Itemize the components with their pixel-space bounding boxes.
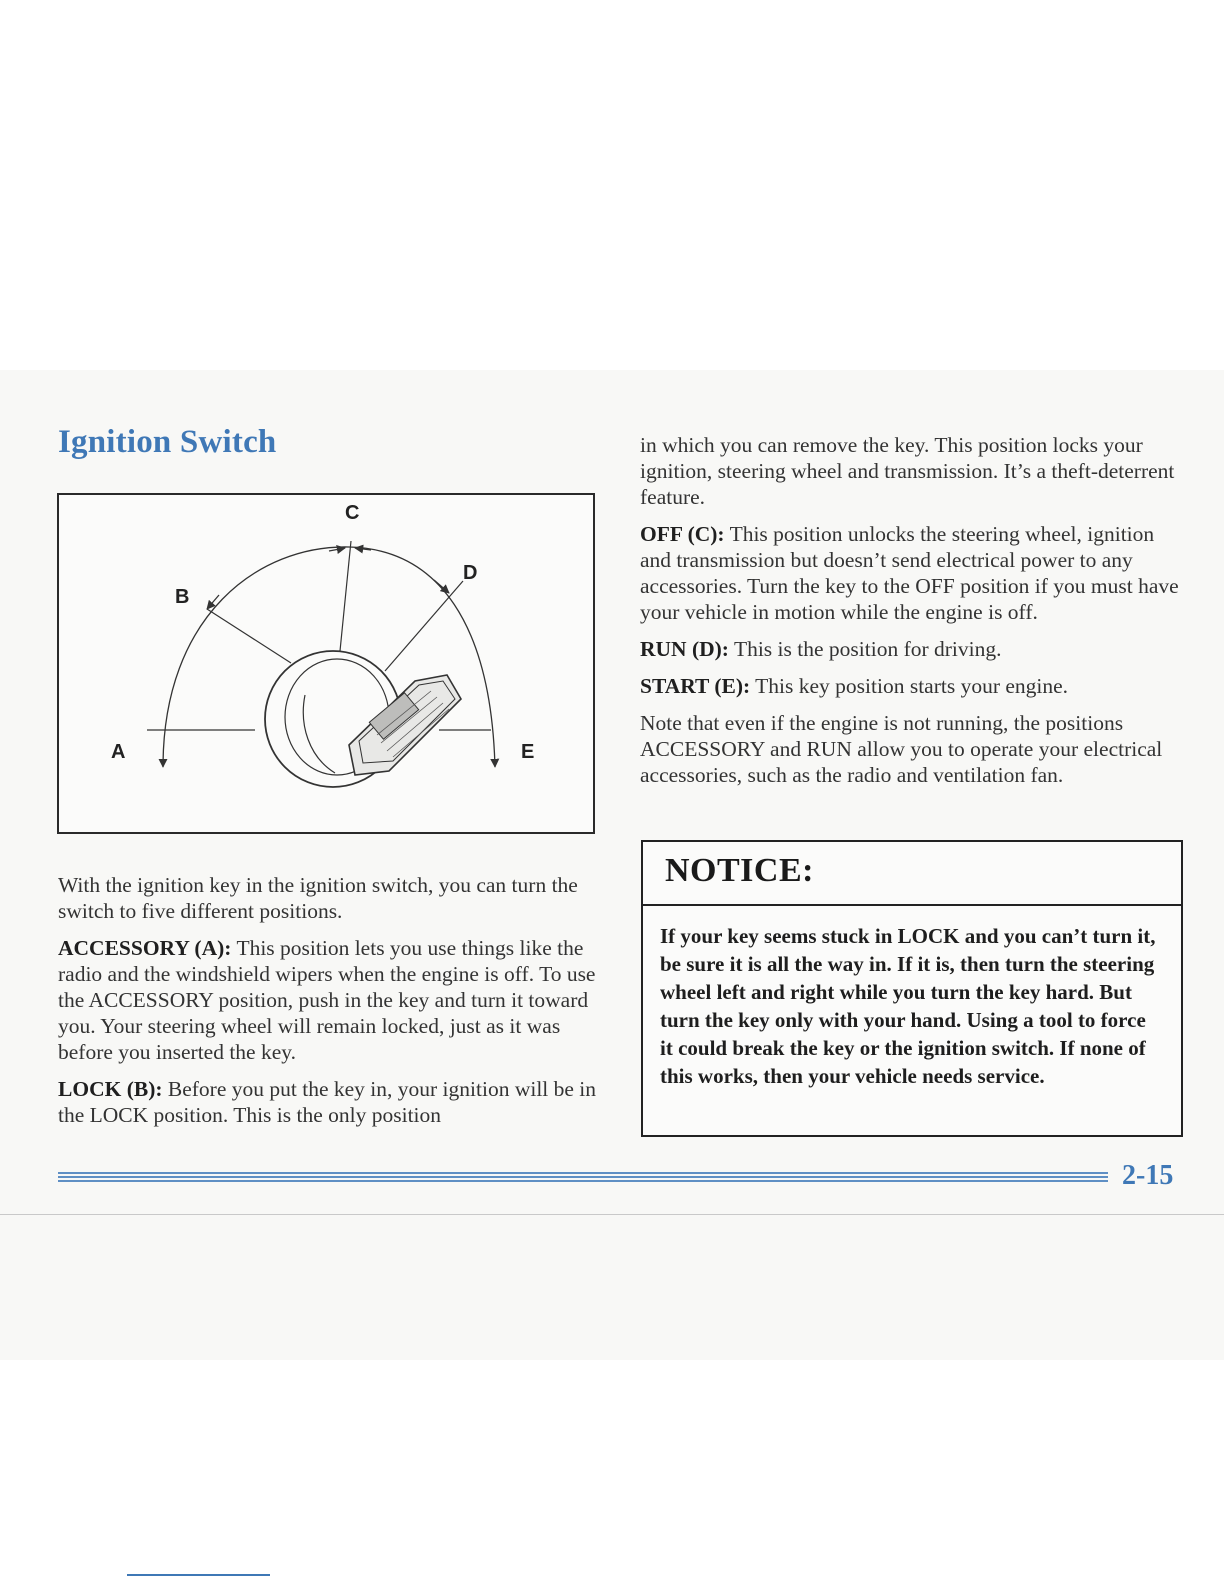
page-title: Ignition Switch [58, 424, 277, 460]
lock-label: LOCK (B): [58, 1077, 163, 1101]
start-paragraph [640, 673, 1180, 699]
accessory-text: This position lets you use things like the radio and the windshield wipers when the engine is off. To use the ACCESSORY position, push in the key and turn it toward you. Your steering wheel will remain locked, just as it was before you inserted the key. [58, 936, 596, 1064]
right-column [640, 432, 1180, 799]
label-a: A [111, 741, 126, 763]
run-paragraph [640, 636, 1180, 662]
intro-paragraph: With the ignition key in the ignition switch, you can turn the switch to five different positions. [58, 873, 578, 923]
lock-text: Before you put the key in, your ignition will be in the LOCK position. This is the only position [58, 1077, 597, 1127]
page-number: 2-15 [1122, 1160, 1174, 1191]
notice-heading: NOTICE: [643, 842, 1181, 906]
start-label: START (E): [640, 674, 751, 698]
label-b: B [175, 586, 190, 608]
page-divider [0, 1214, 1224, 1215]
accessory-label: ACCESSORY (A): [58, 936, 232, 960]
ignition-diagram [57, 493, 595, 834]
label-c: C [345, 502, 360, 524]
footer-rule [58, 1172, 1108, 1182]
run-text: This is the position for driving. [728, 637, 1002, 661]
off-label: OFF (C): [640, 522, 725, 546]
label-d: D [463, 562, 478, 584]
lock-paragraph [58, 1076, 598, 1128]
start-text: This key position starts your engine. [750, 674, 1069, 698]
label-e: E [521, 741, 535, 763]
lock-continued-paragraph: in which you can remove the key. This position locks your ignition, steering wheel and transmission. It’s a theft-deterrent feature. [640, 433, 1175, 509]
notice-body: If your key seems stuck in LOCK and you can’t turn it, be sure it is all the way in. If it is, then turn the steering wheel left and right while you turn the key hard. But turn the key only with your hand. Using a tool to force it could break the key or the ignition switch. If none of this works, then your vehicle needs service. [660, 924, 1156, 1088]
ignition-diagram-svg [59, 495, 597, 836]
run-label: RUN (D): [640, 637, 729, 661]
off-paragraph [640, 521, 1180, 625]
bottom-stub-rule [127, 1574, 270, 1576]
left-column [58, 872, 598, 1139]
note-paragraph: Note that even if the engine is not running, the positions ACCESSORY and RUN allow you to operate your electrical accessories, such as the radio and ventilation fan. [640, 711, 1163, 787]
off-text: This position unlocks the steering wheel, ignition and transmission but doesn’t send electrical power to any accessories. Turn the key to the OFF position if you must have your vehicle in motion while the engine is off. [640, 522, 1179, 624]
notice-box [641, 840, 1183, 1137]
accessory-paragraph [58, 935, 598, 1065]
